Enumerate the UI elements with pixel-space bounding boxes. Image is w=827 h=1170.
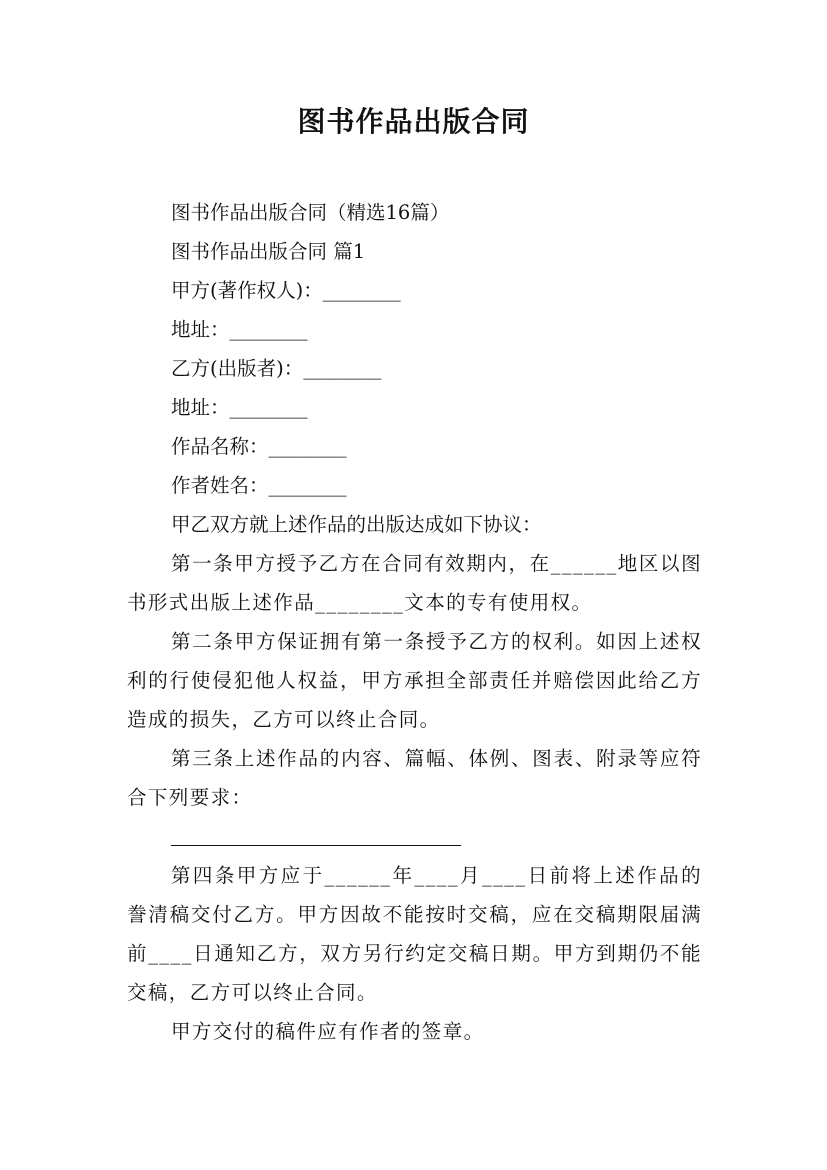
article-4-paragraph: 第四条甲方应于______年____月____日前将上述作品的誊清稿交付乙方。甲方因故不能按时交稿，应在交稿期限届满前____日通知乙方，双方另行约定交稿日期。甲方到期仍不能交稿，乙方可以终止合同。 [127,864,702,1004]
document-title: 图书作品出版合同 [297,105,530,138]
article-1-paragraph: 第一条甲方授予乙方在合同有效期内，在______地区以图书形式出版上述作品________文本的专有使用权。 [127,552,702,614]
article-2-paragraph: 第二条甲方保证拥有第一条授予乙方的权利。如因上述权利的行使侵犯他人权益，甲方承担全部责任并赔偿因此给乙方造成的损失，乙方可以终止合同。 [127,630,702,731]
party-b-line: 乙方(出版者)：________ [171,357,382,380]
party-a-line: 甲方(著作权人)：________ [171,279,401,302]
author-name-line: 作者姓名：________ [171,474,347,497]
work-title-line: 作品名称：________ [171,435,347,458]
requirements-blank-line [171,817,461,846]
party-a-address-line: 地址：________ [171,318,308,341]
subtitle-line: 图书作品出版合同（精选16篇） [171,201,450,224]
agreement-intro-line: 甲乙双方就上述作品的出版达成如下协议： [171,513,542,536]
signature-requirement-paragraph: 甲方交付的稿件应有作者的签章。 [171,1020,485,1043]
section-heading: 图书作品出版合同 篇1 [171,240,366,263]
requirements-blank-row [127,817,702,856]
party-b-address-line: 地址：________ [171,396,308,419]
document-body [127,193,702,1051]
article-3-paragraph: 第三条上述作品的内容、篇幅、体例、图表、附录等应符合下列要求： [127,747,702,809]
